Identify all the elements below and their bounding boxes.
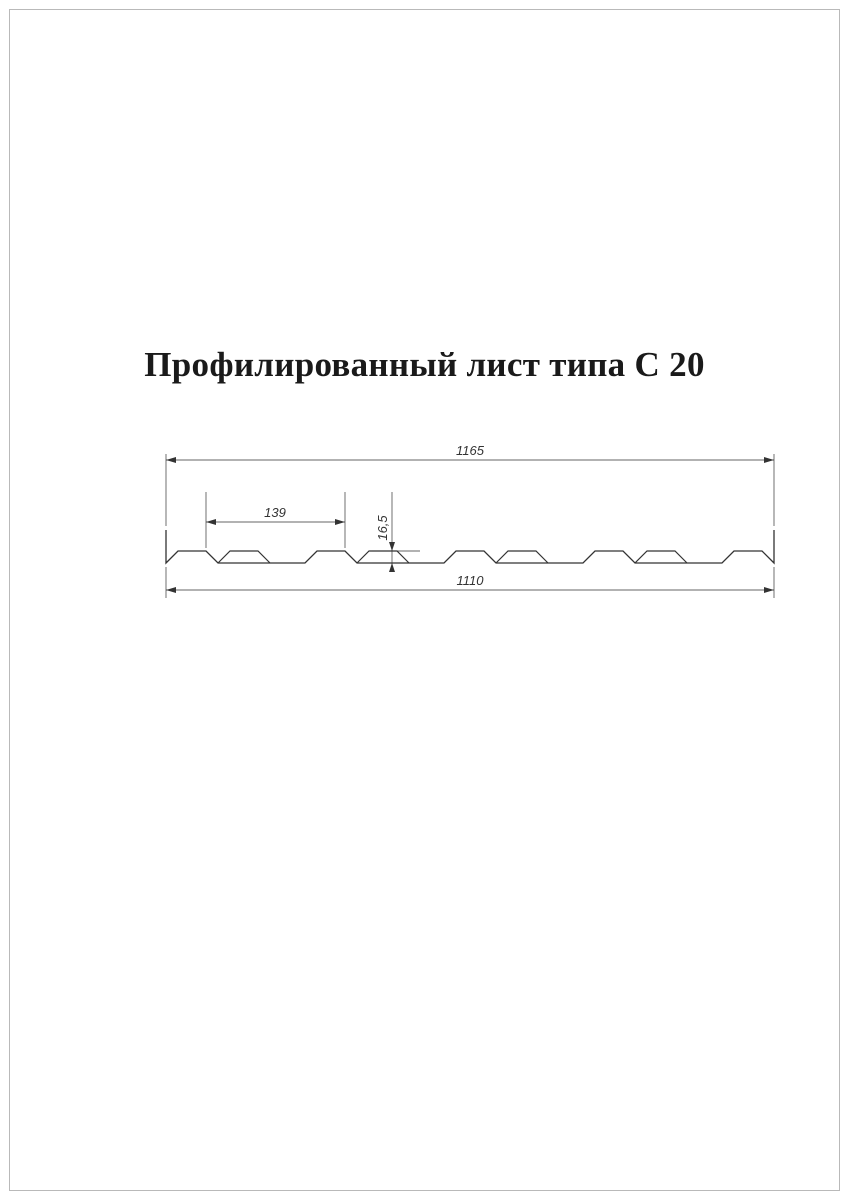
rib-6 [496, 551, 548, 563]
page-title: Профилированный лист типа С 20 [144, 345, 705, 384]
arrow-left-useful [166, 587, 176, 593]
arrow-left-pitch [206, 519, 216, 525]
arrow-right-overall [764, 457, 774, 463]
arrow-left-overall [166, 457, 176, 463]
rib-8 [635, 551, 687, 563]
dimension-label-wave-pitch: 139 [264, 505, 286, 520]
technical-drawing [120, 430, 820, 630]
dimension-label-overall-width: 1165 [456, 443, 484, 458]
dimension-label-useful-width: 1110 [456, 573, 484, 588]
arrow-down-height [389, 563, 395, 572]
arrow-right-useful [764, 587, 774, 593]
rib-4 [357, 551, 409, 563]
arrow-right-pitch [335, 519, 345, 525]
dimension-label-profile-height: 16,5 [375, 515, 390, 541]
rib-2 [218, 551, 270, 563]
arrow-up-height [389, 542, 395, 551]
